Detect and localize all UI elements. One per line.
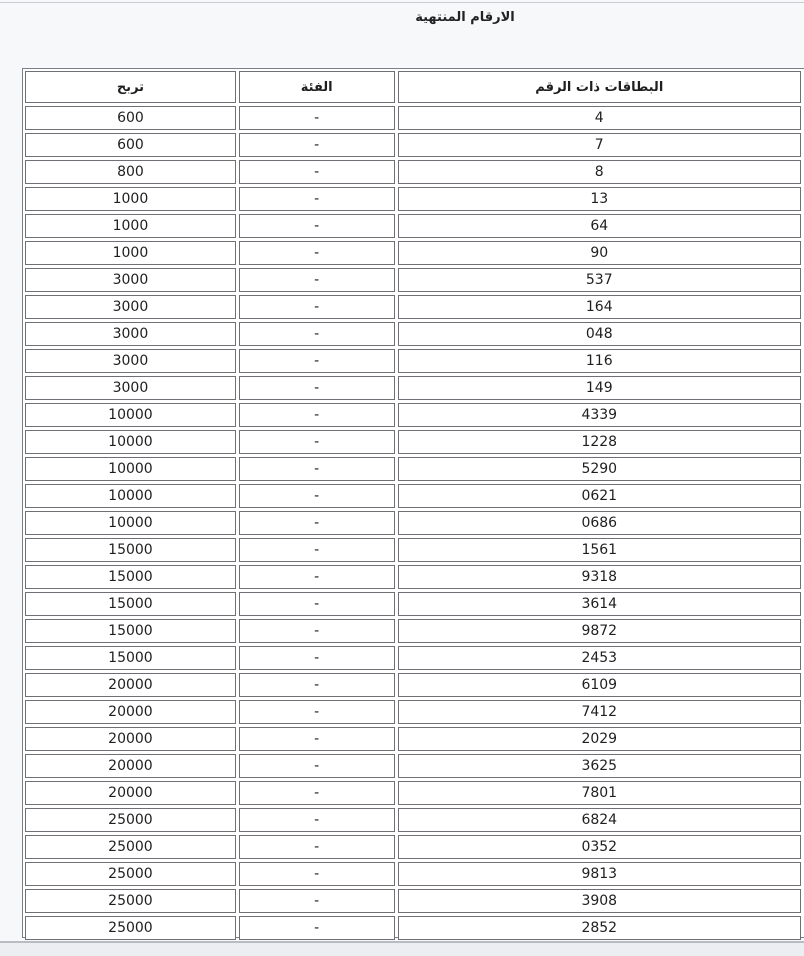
cell-category: - (239, 916, 395, 940)
cell-category: - (239, 349, 395, 373)
cell-category: - (239, 133, 395, 157)
cell-prize: 1000 (25, 241, 236, 265)
cell-category: - (239, 781, 395, 805)
cell-category: - (239, 376, 395, 400)
table-row (25, 889, 801, 913)
table-body (25, 106, 801, 940)
cell-number: 0352 (398, 835, 801, 859)
cell-number: 2453 (398, 646, 801, 670)
cell-number: 90 (398, 241, 801, 265)
table-row (25, 484, 801, 508)
cell-number: 7801 (398, 781, 801, 805)
table-row (25, 457, 801, 481)
cell-prize: 25000 (25, 835, 236, 859)
table-header-row (25, 71, 801, 103)
cell-category: - (239, 538, 395, 562)
cell-number: 537 (398, 268, 801, 292)
cell-category: - (239, 214, 395, 238)
cell-category: - (239, 403, 395, 427)
cell-category: - (239, 808, 395, 832)
table-row (25, 214, 801, 238)
table-row (25, 835, 801, 859)
cell-number: 6824 (398, 808, 801, 832)
table-row (25, 511, 801, 535)
cell-category: - (239, 106, 395, 130)
results-table (22, 68, 804, 943)
cell-prize: 25000 (25, 862, 236, 886)
cell-prize: 15000 (25, 538, 236, 562)
cell-number: 164 (398, 295, 801, 319)
cell-category: - (239, 673, 395, 697)
cell-number: 2029 (398, 727, 801, 751)
cell-number: 13 (398, 187, 801, 211)
cell-number: 1228 (398, 430, 801, 454)
cell-prize: 3000 (25, 322, 236, 346)
cell-category: - (239, 889, 395, 913)
cell-prize: 20000 (25, 673, 236, 697)
cell-number: 7 (398, 133, 801, 157)
header-numbers: البطاقات ذات الرقم (398, 71, 801, 103)
cell-prize: 3000 (25, 268, 236, 292)
table-row (25, 430, 801, 454)
cell-number: 6109 (398, 673, 801, 697)
table-row (25, 673, 801, 697)
cell-number: 3625 (398, 754, 801, 778)
cell-number: 8 (398, 160, 801, 184)
cell-prize: 10000 (25, 430, 236, 454)
table-row (25, 700, 801, 724)
cell-prize: 15000 (25, 592, 236, 616)
cell-prize: 15000 (25, 619, 236, 643)
bottom-margin (0, 943, 804, 956)
cell-category: - (239, 430, 395, 454)
cell-prize: 20000 (25, 754, 236, 778)
cell-category: - (239, 457, 395, 481)
cell-number: 149 (398, 376, 801, 400)
page-title: الارقام المنتهية (415, 10, 515, 25)
cell-number: 3614 (398, 592, 801, 616)
cell-prize: 25000 (25, 889, 236, 913)
cell-category: - (239, 295, 395, 319)
cell-category: - (239, 565, 395, 589)
cell-prize: 25000 (25, 808, 236, 832)
cell-number: 7412 (398, 700, 801, 724)
cell-prize: 1000 (25, 187, 236, 211)
cell-prize: 600 (25, 106, 236, 130)
cell-prize: 20000 (25, 700, 236, 724)
cell-number: 048 (398, 322, 801, 346)
table-row (25, 565, 801, 589)
cell-prize: 25000 (25, 916, 236, 940)
cell-prize: 20000 (25, 727, 236, 751)
table-row (25, 646, 801, 670)
cell-prize: 3000 (25, 295, 236, 319)
cell-category: - (239, 268, 395, 292)
cell-category: - (239, 160, 395, 184)
cell-prize: 3000 (25, 349, 236, 373)
cell-prize: 10000 (25, 511, 236, 535)
cell-prize: 20000 (25, 781, 236, 805)
top-divider (0, 2, 804, 3)
cell-category: - (239, 511, 395, 535)
table-row (25, 808, 801, 832)
table-row (25, 619, 801, 643)
table-row (25, 781, 801, 805)
table-row (25, 727, 801, 751)
cell-category: - (239, 187, 395, 211)
cell-prize: 1000 (25, 214, 236, 238)
cell-number: 9813 (398, 862, 801, 886)
cell-number: 2852 (398, 916, 801, 940)
cell-category: - (239, 592, 395, 616)
table-row (25, 538, 801, 562)
cell-category: - (239, 646, 395, 670)
table-row (25, 133, 801, 157)
cell-category: - (239, 727, 395, 751)
header-prize: تربح (25, 71, 236, 103)
cell-number: 3908 (398, 889, 801, 913)
cell-number: 1561 (398, 538, 801, 562)
table-row (25, 268, 801, 292)
cell-number: 64 (398, 214, 801, 238)
cell-category: - (239, 241, 395, 265)
table-row (25, 916, 801, 940)
table-row (25, 160, 801, 184)
cell-category: - (239, 754, 395, 778)
cell-prize: 3000 (25, 376, 236, 400)
table-row (25, 403, 801, 427)
cell-number: 9318 (398, 565, 801, 589)
cell-prize: 15000 (25, 565, 236, 589)
table-row (25, 295, 801, 319)
table-row (25, 862, 801, 886)
table-row (25, 106, 801, 130)
table-row (25, 241, 801, 265)
table-row (25, 187, 801, 211)
cell-number: 4 (398, 106, 801, 130)
cell-prize: 800 (25, 160, 236, 184)
table-row (25, 376, 801, 400)
cell-prize: 10000 (25, 403, 236, 427)
cell-category: - (239, 619, 395, 643)
cell-category: - (239, 862, 395, 886)
cell-number: 116 (398, 349, 801, 373)
cell-prize: 10000 (25, 484, 236, 508)
table-row (25, 754, 801, 778)
header-category: الفئة (239, 71, 395, 103)
table-row (25, 322, 801, 346)
cell-category: - (239, 835, 395, 859)
cell-number: 4339 (398, 403, 801, 427)
cell-category: - (239, 700, 395, 724)
cell-number: 0621 (398, 484, 801, 508)
table-row (25, 592, 801, 616)
cell-prize: 15000 (25, 646, 236, 670)
cell-prize: 10000 (25, 457, 236, 481)
table-row (25, 349, 801, 373)
cell-category: - (239, 484, 395, 508)
cell-number: 5290 (398, 457, 801, 481)
cell-category: - (239, 322, 395, 346)
cell-number: 0686 (398, 511, 801, 535)
cell-prize: 600 (25, 133, 236, 157)
cell-number: 9872 (398, 619, 801, 643)
